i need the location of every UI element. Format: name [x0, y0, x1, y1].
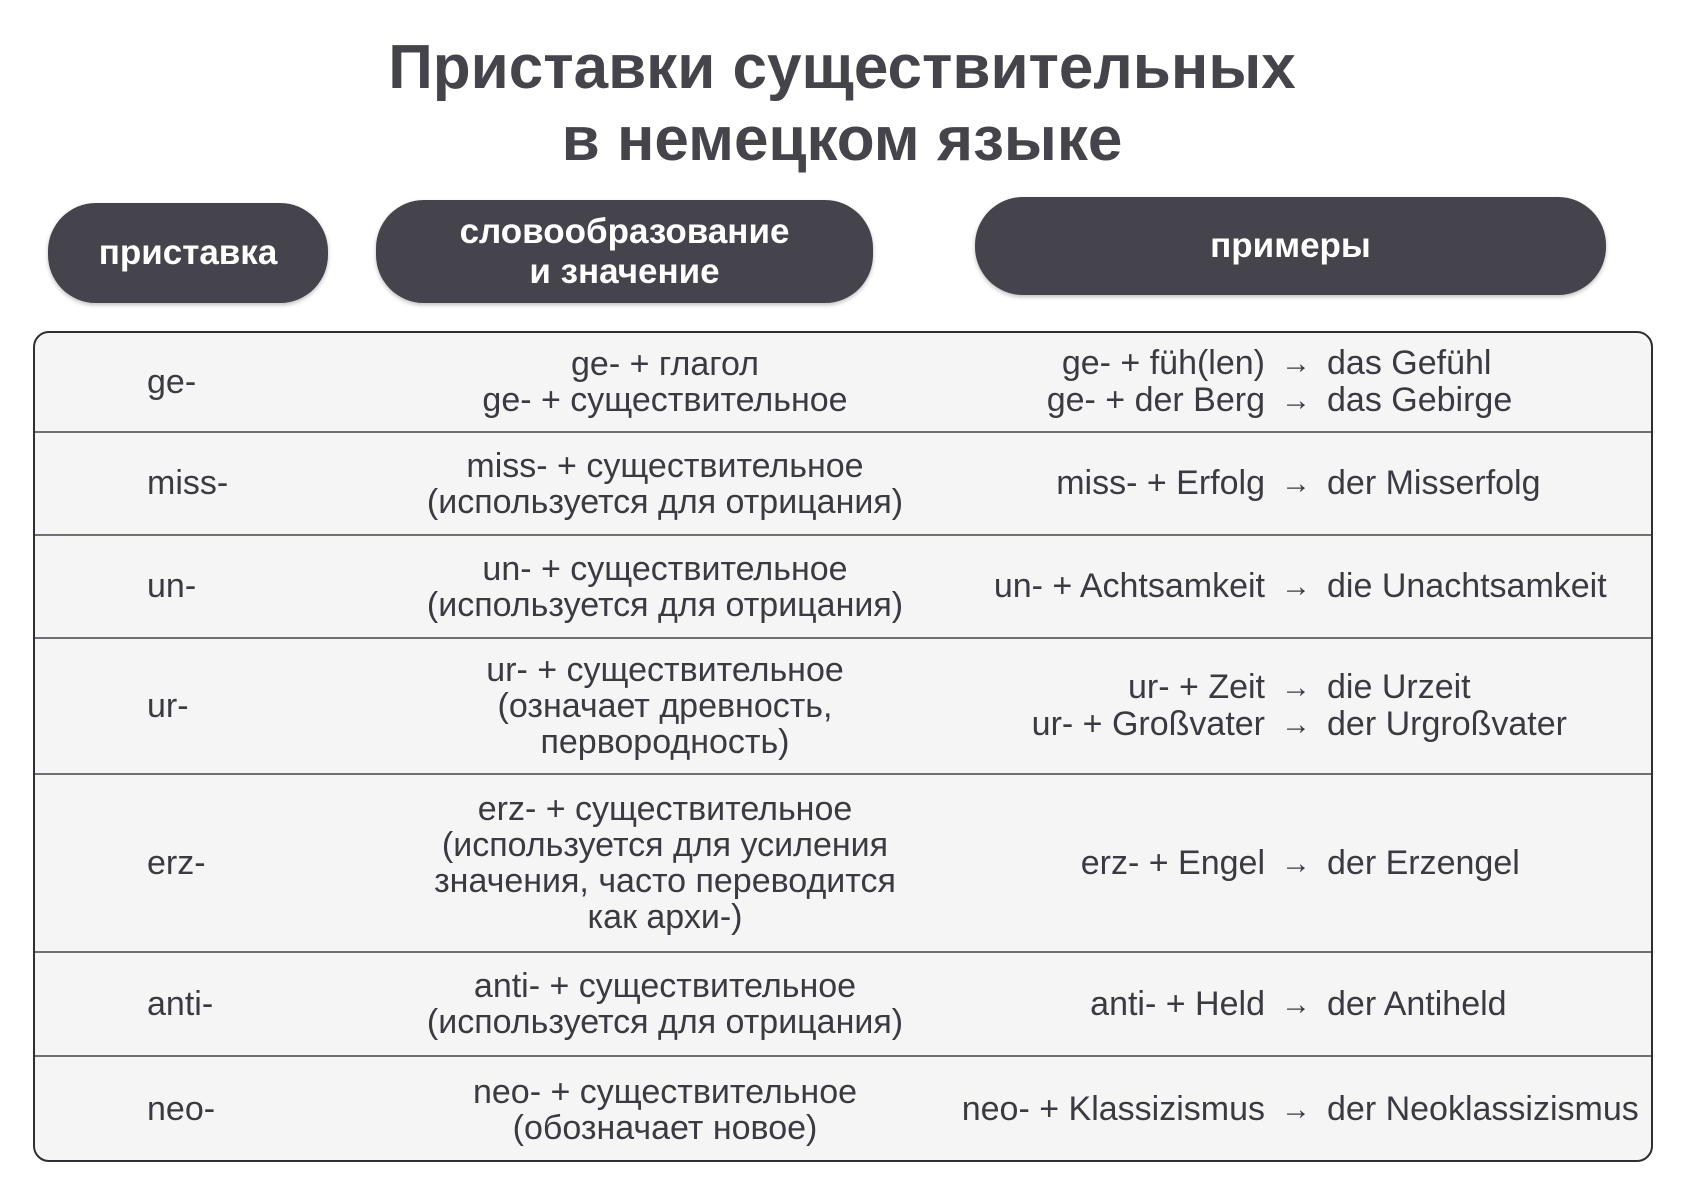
- meaning-line: как архи-): [587, 898, 743, 936]
- arrow-right-icon: →: [1281, 708, 1311, 741]
- table-row: [35, 536, 1651, 639]
- cell-prefix: un-: [147, 567, 197, 605]
- example-source: miss- + Erfolg: [1056, 464, 1265, 502]
- example-source: anti- + Held: [1090, 984, 1265, 1023]
- meaning-line: miss- + существительное: [466, 446, 864, 485]
- cell-examples: [915, 775, 1653, 951]
- example-source: erz- + Engel: [1080, 843, 1265, 882]
- header-prefix: [48, 203, 328, 303]
- prefix-table: [33, 331, 1653, 1162]
- arrow-right-icon: →: [1281, 384, 1311, 417]
- example-source: neo- + Klassizismus: [961, 1090, 1265, 1128]
- cell-examples: [915, 639, 1653, 773]
- example-line: [915, 669, 1653, 706]
- meaning-line: (используется для отрицания): [426, 1003, 904, 1041]
- example-result: das Gefühl: [1327, 344, 1492, 382]
- meaning-line: (обозначает новое): [512, 1108, 818, 1147]
- meaning-line: ge- + глагол: [571, 345, 759, 383]
- cell-prefix: ur-: [147, 686, 189, 725]
- header-examples-label: примеры: [1210, 226, 1371, 265]
- meaning-line: (используется для отрицания): [426, 482, 904, 521]
- meaning-line: (используется для отрицания): [426, 585, 904, 624]
- cell-examples: [915, 953, 1653, 1055]
- title-line-1: Приставки существительных: [388, 33, 1296, 102]
- cell-meaning: [365, 1057, 965, 1162]
- table-row: [35, 775, 1651, 953]
- cell-examples: [915, 333, 1653, 431]
- meaning-line: (означает древность,: [497, 687, 833, 725]
- meaning-line: первородность): [540, 723, 790, 761]
- example-result: die Unachtsamkeit: [1327, 567, 1607, 605]
- example-line: [915, 986, 1653, 1023]
- cell-prefix: erz-: [147, 843, 206, 882]
- header-examples: [975, 197, 1606, 295]
- cell-meaning: [365, 333, 965, 431]
- meaning-line: ge- + существительное: [482, 381, 848, 419]
- meaning-line: ur- + существительное: [486, 651, 844, 689]
- cell-meaning: [365, 953, 965, 1055]
- example-line: [915, 845, 1653, 882]
- meaning-line: значения, часто переводится: [434, 862, 896, 900]
- table-row: [35, 639, 1651, 775]
- example-source: ur- + Großvater: [1031, 705, 1265, 743]
- table-row: [35, 953, 1651, 1057]
- table-row: [35, 333, 1651, 433]
- arrow-right-icon: →: [1281, 347, 1311, 380]
- page-title: [0, 32, 1684, 176]
- cell-meaning: [365, 639, 965, 773]
- header-meaning-line-2: и значение: [529, 251, 720, 291]
- meaning-line: neo- + существительное: [472, 1072, 858, 1111]
- example-result: das Gebirge: [1327, 381, 1513, 419]
- header-prefix-label: приставка: [98, 233, 278, 272]
- example-line: [915, 345, 1653, 382]
- cell-meaning: [365, 775, 965, 951]
- example-line: [915, 465, 1653, 502]
- cell-prefix: neo-: [147, 1090, 216, 1128]
- meaning-line: (используется для усиления: [441, 826, 889, 864]
- arrow-right-icon: →: [1281, 987, 1311, 1021]
- table-row: [35, 433, 1651, 536]
- cell-prefix: miss-: [147, 464, 229, 502]
- example-result: der Urgroßvater: [1327, 705, 1567, 743]
- arrow-right-icon: →: [1281, 1093, 1311, 1126]
- cell-prefix: ge-: [147, 362, 197, 401]
- example-line: [915, 1091, 1653, 1128]
- example-result: der Erzengel: [1327, 843, 1520, 882]
- example-source: ur- + Zeit: [1128, 668, 1265, 706]
- meaning-line: erz- + существительное: [477, 790, 853, 828]
- arrow-right-icon: →: [1281, 467, 1311, 500]
- arrow-right-icon: →: [1281, 846, 1311, 880]
- example-result: der Neoklassizismus: [1327, 1090, 1639, 1128]
- meaning-line: un- + существительное: [482, 549, 848, 588]
- example-source: ge- + füh(len): [1061, 344, 1265, 382]
- arrow-right-icon: →: [1281, 570, 1311, 603]
- example-source: un- + Achtsamkeit: [993, 567, 1265, 605]
- meaning-line: anti- + существительное: [473, 967, 857, 1005]
- cell-examples: [915, 1057, 1653, 1162]
- cell-meaning: [365, 433, 965, 534]
- table-row: [35, 1057, 1651, 1162]
- arrow-right-icon: →: [1281, 671, 1311, 704]
- cell-examples: [915, 536, 1653, 637]
- example-result: der Misserfolg: [1327, 464, 1541, 502]
- header-meaning-line-1: словообразование: [459, 211, 790, 251]
- example-result: die Urzeit: [1327, 668, 1471, 706]
- example-line: [915, 568, 1653, 605]
- example-source: ge- + der Berg: [1046, 381, 1265, 419]
- cell-meaning: [365, 536, 965, 637]
- example-line: [915, 706, 1653, 743]
- header-meaning: [376, 200, 873, 303]
- title-line-2: в немецком языке: [561, 105, 1123, 174]
- cell-examples: [915, 433, 1653, 534]
- example-result: der Antiheld: [1327, 984, 1507, 1023]
- example-line: [915, 382, 1653, 419]
- cell-prefix: anti-: [147, 984, 214, 1023]
